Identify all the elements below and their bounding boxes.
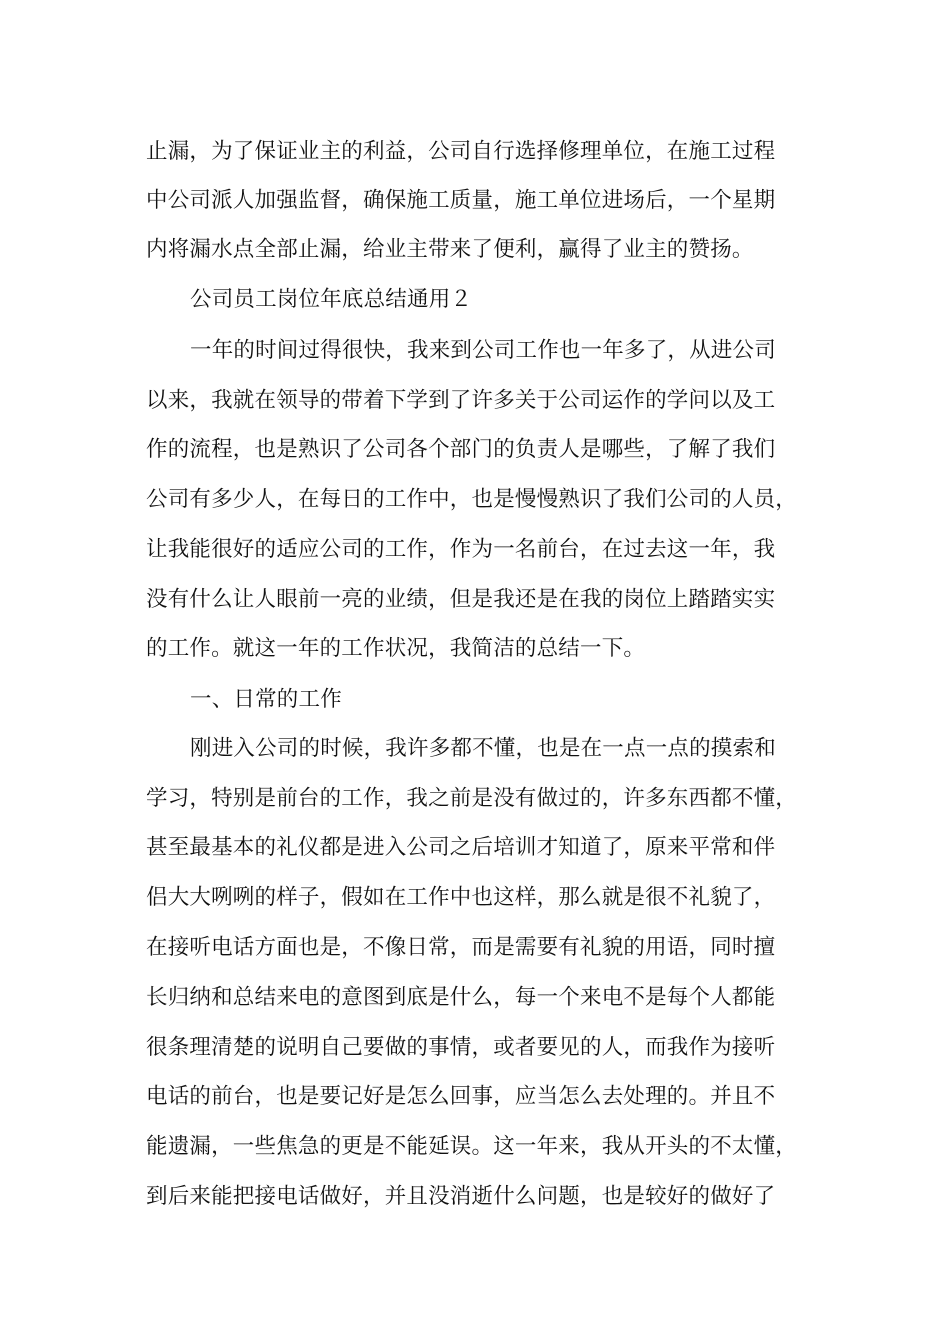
body-line: 中公司派人加强监督，确保施工质量，施工单位进场后，一个星期	[146, 188, 776, 213]
body-line: 的工作。就这一年的工作状况，我简洁的总结一下。	[146, 636, 646, 661]
body-line: 长归纳和总结来电的意图到底是什么，每一个来电不是每个人都能	[146, 985, 776, 1010]
body-line: 甚至最基本的礼仪都是进入公司之后培训才知道了，原来平常和伴	[146, 835, 776, 860]
body-line: 止漏，为了保证业主的利益，公司自行选择修理单位，在施工过程	[146, 139, 776, 164]
body-line: 作的流程，也是熟识了公司各个部门的负责人是哪些，了解了我们	[146, 437, 776, 462]
body-line: 内将漏水点全部止漏，给业主带来了便利，赢得了业主的赞扬。	[146, 237, 754, 262]
body-line: 能遗漏，一些焦急的更是不能延误。这一年来，我从开头的不太懂，	[146, 1134, 798, 1159]
body-line: 在接听电话方面也是，不像日常，而是需要有礼貌的用语，同时擅	[146, 935, 776, 960]
paragraph-first-line: 刚进入公司的时候，我许多都不懂，也是在一点一点的摸索和	[190, 736, 776, 761]
section-title: 公司员工岗位年底总结通用２	[190, 287, 473, 312]
body-line: 没有什么让人眼前一亮的业绩，但是我还是在我的岗位上踏踏实实	[146, 587, 776, 612]
body-line: 侣大大咧咧的样子，假如在工作中也这样，那么就是很不礼貌了，	[146, 885, 776, 910]
body-line: 以来，我就在领导的带着下学到了许多关于公司运作的学问以及工	[146, 388, 776, 413]
paragraph-first-line: 一年的时间过得很快，我来到公司工作也一年多了，从进公司	[190, 338, 776, 363]
body-line: 电话的前台，也是要记好是怎么回事，应当怎么去处理的。并且不	[146, 1084, 776, 1109]
body-line: 学习，特别是前台的工作，我之前是没有做过的，许多东西都不懂，	[146, 786, 798, 811]
subsection-heading: 一、日常的工作	[190, 687, 342, 712]
body-line: 到后来能把接电话做好，并且没消逝什么问题，也是较好的做好了	[146, 1184, 776, 1209]
body-line: 很条理清楚的说明自己要做的事情，或者要见的人，而我作为接听	[146, 1035, 776, 1060]
body-line: 让我能很好的适应公司的工作，作为一名前台，在过去这一年，我	[146, 537, 776, 562]
body-line: 公司有多少人，在每日的工作中，也是慢慢熟识了我们公司的人员，	[146, 487, 798, 512]
